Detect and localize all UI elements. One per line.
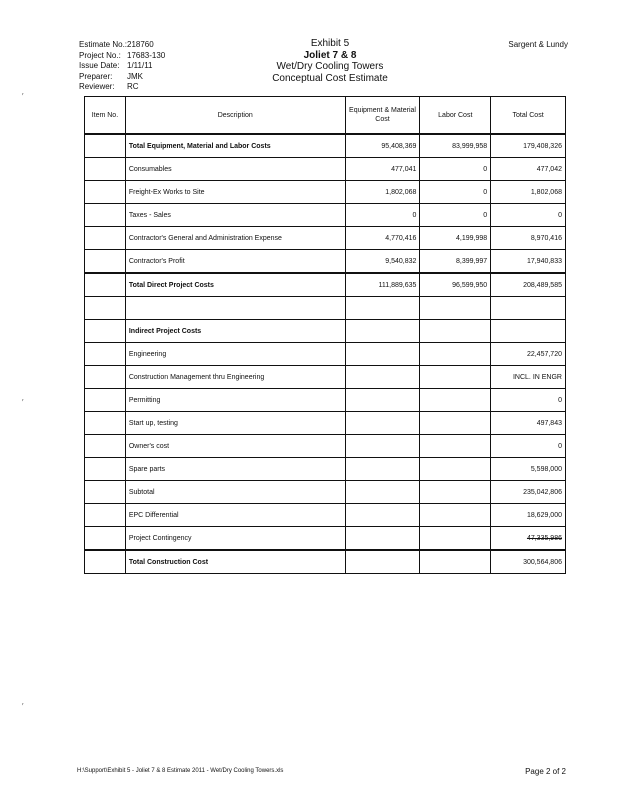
equipment-cost [345, 481, 420, 504]
col-equipment: Equipment & Material Cost [345, 97, 420, 135]
equipment-cost [345, 527, 420, 551]
meta-row [79, 61, 165, 72]
scan-mark: ′ [22, 398, 24, 407]
document-title [200, 38, 460, 84]
total-cost: 477,042 [491, 158, 566, 181]
labor-cost: 0 [420, 181, 491, 204]
item-no [85, 134, 126, 158]
description: Indirect Project Costs [125, 320, 345, 343]
firm-name: Sargent & Lundy [508, 40, 568, 49]
description: Consumables [125, 158, 345, 181]
item-no [85, 320, 126, 343]
description: Start up, testing [125, 412, 345, 435]
total-cost [491, 297, 566, 320]
table-row [85, 181, 566, 204]
equipment-cost: 9,540,832 [345, 250, 420, 274]
total-cost: 5,598,000 [491, 458, 566, 481]
total-cost: 179,408,326 [491, 134, 566, 158]
equipment-cost [345, 550, 420, 574]
item-no [85, 550, 126, 574]
meta-row [79, 40, 165, 51]
item-no [85, 273, 126, 297]
meta-label: Project No.: [79, 50, 121, 60]
col-description: Description [125, 97, 345, 135]
equipment-cost: 0 [345, 204, 420, 227]
description: Total Equipment, Material and Labor Costs [125, 134, 345, 158]
table-row [85, 527, 566, 551]
cost-estimate-table [84, 96, 566, 574]
equipment-cost [345, 389, 420, 412]
equipment-cost [345, 435, 420, 458]
table-row [85, 504, 566, 527]
total-cost: 0 [491, 389, 566, 412]
total-cost: 47,335,986 [491, 527, 566, 551]
item-no [85, 158, 126, 181]
labor-cost [420, 550, 491, 574]
meta-value: JMK [127, 71, 143, 81]
subject: Wet/Dry Cooling Towers [276, 61, 384, 72]
equipment-cost [345, 320, 420, 343]
col-item: Item No. [85, 97, 126, 135]
table-row [85, 227, 566, 250]
table-row [85, 550, 566, 574]
total-cost: 8,970,416 [491, 227, 566, 250]
total-cost: 1,802,068 [491, 181, 566, 204]
meta-row [79, 82, 165, 93]
labor-cost [420, 297, 491, 320]
item-no [85, 297, 126, 320]
labor-cost [420, 504, 491, 527]
page-number: Page 2 of 2 [525, 767, 566, 776]
meta-value: 218760 [127, 40, 154, 49]
meta-value: RC [127, 82, 139, 91]
meta-value: 1/11/11 [127, 61, 153, 70]
description: EPC Differential [125, 504, 345, 527]
meta-label: Estimate No.: [79, 40, 128, 49]
table-row [85, 273, 566, 297]
labor-cost [420, 412, 491, 435]
labor-cost: 96,599,950 [420, 273, 491, 297]
description: Spare parts [125, 458, 345, 481]
meta-label: Reviewer: [79, 82, 115, 91]
description: Contractor's Profit [125, 250, 345, 274]
equipment-cost [345, 366, 420, 389]
meta-label: Preparer: [79, 71, 113, 81]
item-no [85, 366, 126, 389]
meta-label: Issue Date: [79, 61, 120, 70]
description: Project Contingency [125, 527, 345, 551]
meta-value: 17683-130 [127, 50, 166, 60]
table-row [85, 250, 566, 274]
meta-row [79, 72, 165, 83]
item-no [85, 412, 126, 435]
description: Freight-Ex Works to Site [125, 181, 345, 204]
item-no [85, 481, 126, 504]
labor-cost [420, 366, 491, 389]
table-row [85, 435, 566, 458]
equipment-cost [345, 412, 420, 435]
table-row [85, 343, 566, 366]
description: Contractor's General and Administration Expense [125, 227, 345, 250]
equipment-cost: 1,802,068 [345, 181, 420, 204]
total-cost: INCL. IN ENGR [491, 366, 566, 389]
table-row [85, 134, 566, 158]
total-cost: 208,489,585 [491, 273, 566, 297]
labor-cost [420, 343, 491, 366]
total-cost: 17,940,833 [491, 250, 566, 274]
table-row [85, 366, 566, 389]
table-row [85, 297, 566, 320]
description: Construction Management thru Engineering [125, 366, 345, 389]
table-header [85, 97, 566, 135]
equipment-cost [345, 297, 420, 320]
item-no [85, 343, 126, 366]
description: Permitting [125, 389, 345, 412]
item-no [85, 227, 126, 250]
scan-mark: ′ [22, 702, 24, 711]
scan-mark: ′ [22, 92, 24, 101]
equipment-cost: 477,041 [345, 158, 420, 181]
labor-cost [420, 527, 491, 551]
total-cost: 300,564,806 [491, 550, 566, 574]
total-cost: 235,042,806 [491, 481, 566, 504]
meta-row [79, 51, 165, 62]
table-row [85, 481, 566, 504]
description: Total Construction Cost [125, 550, 345, 574]
table-row [85, 389, 566, 412]
equipment-cost: 111,889,635 [345, 273, 420, 297]
table-row [85, 458, 566, 481]
project-name: Joliet 7 & 8 [303, 49, 357, 61]
labor-cost: 0 [420, 204, 491, 227]
description: Subtotal [125, 481, 345, 504]
item-no [85, 435, 126, 458]
total-cost [491, 320, 566, 343]
item-no [85, 504, 126, 527]
description [125, 297, 345, 320]
description: Total Direct Project Costs [125, 273, 345, 297]
description: Engineering [125, 343, 345, 366]
item-no [85, 389, 126, 412]
labor-cost: 0 [420, 158, 491, 181]
equipment-cost [345, 343, 420, 366]
item-no [85, 458, 126, 481]
item-no [85, 204, 126, 227]
file-path: H:\Support\Exhibit 5 - Joliet 7 & 8 Estimate 2011 - Wet/Dry Cooling Towers.xls [77, 768, 284, 774]
labor-cost [420, 389, 491, 412]
estimate-metadata [79, 40, 165, 93]
table-row [85, 412, 566, 435]
labor-cost: 4,199,998 [420, 227, 491, 250]
total-cost: 0 [491, 204, 566, 227]
table-row [85, 320, 566, 343]
col-total: Total Cost [491, 97, 566, 135]
item-no [85, 527, 126, 551]
labor-cost [420, 435, 491, 458]
description: Taxes - Sales [125, 204, 345, 227]
total-cost: 18,629,000 [491, 504, 566, 527]
equipment-cost: 4,770,416 [345, 227, 420, 250]
equipment-cost [345, 504, 420, 527]
labor-cost: 8,399,997 [420, 250, 491, 274]
labor-cost [420, 320, 491, 343]
item-no [85, 250, 126, 274]
exhibit-label: Exhibit 5 [310, 38, 350, 49]
table-row [85, 158, 566, 181]
estimate-type: Conceptual Cost Estimate [272, 72, 388, 84]
equipment-cost [345, 458, 420, 481]
description: Owner's cost [125, 435, 345, 458]
total-cost: 0 [491, 435, 566, 458]
item-no [85, 181, 126, 204]
total-cost: 22,457,720 [491, 343, 566, 366]
equipment-cost: 95,408,369 [345, 134, 420, 158]
labor-cost [420, 458, 491, 481]
labor-cost [420, 481, 491, 504]
col-labor: Labor Cost [420, 97, 491, 135]
total-cost: 497,843 [491, 412, 566, 435]
labor-cost: 83,999,958 [420, 134, 491, 158]
table-row [85, 204, 566, 227]
